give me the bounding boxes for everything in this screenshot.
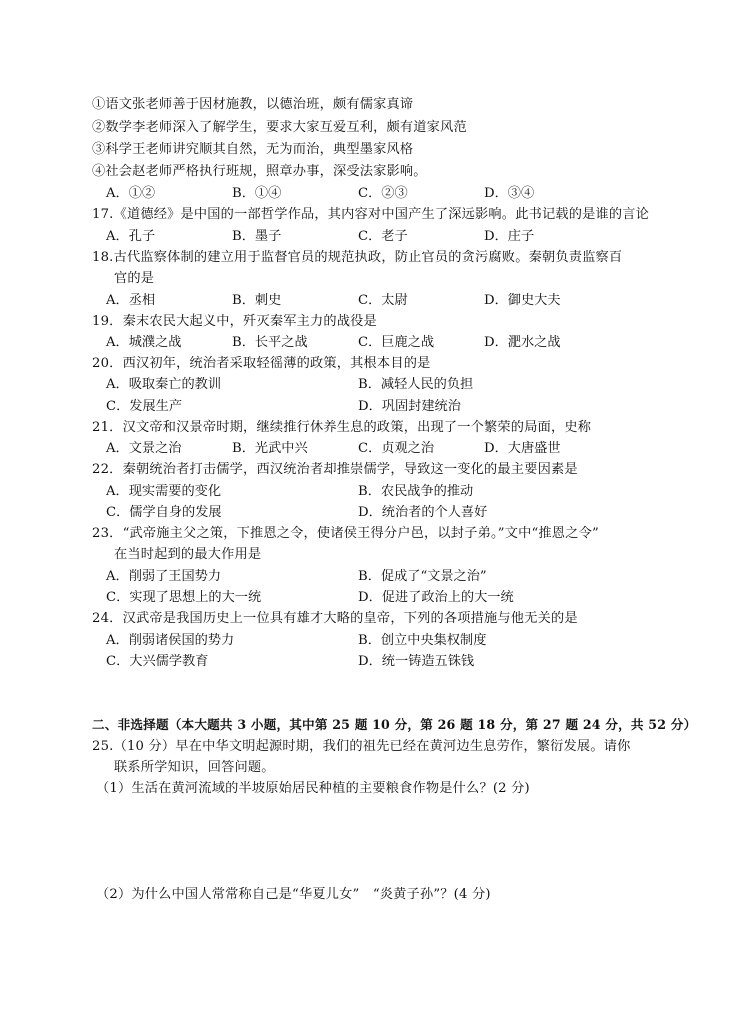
q24-option-c: C．大兴儒学教育 [106,654,209,669]
q20-option-b: B．减轻人民的负担 [358,377,474,392]
q25-stem-line1: 25.（10 分）早在中华文明起源时期，我们的祖先已经在黄河边生息劳作，繁衍发展。请你 [92,739,631,754]
q20-option-c: C．发展生产 [106,399,183,414]
q24-option-a: A．削弱诸侯国的势力 [106,633,235,648]
q17-option-b: B．墨子 [232,229,282,244]
q18-option-c: C．太尉 [358,293,408,308]
q19-option-d: D．淝水之战 [484,335,561,350]
q22-stem: 22．秦朝统治者打击儒学，西汉统治者却推崇儒学，导致这一变化的最主要因素是 [92,462,578,477]
statement-2: ②数学李老师深入了解学生，要求大家互爱互利，颇有道家风范 [92,120,467,135]
q23-option-a: A．削弱了王国势力 [106,569,222,584]
q20-option-d: D．巩固封建统治 [358,399,461,414]
statement-1: ①语文张老师善于因材施教，以德治班，颇有儒家真谛 [92,97,414,112]
q17-option-a: A．孔子 [106,229,156,244]
q17-option-d: D．庄子 [484,229,535,244]
q18-stem-line1: 18.古代监察体制的建立用于监督官员的规范执政，防止官员的贪污腐败。秦朝负责监察百 [92,250,623,265]
q23-stem-line2: 在当时起到的最大作用是 [114,547,262,562]
q25-sub-question-1: （1）生活在黄河流域的半坡原始居民种植的主要粮食作物是什么？(2 分) [96,781,530,796]
q22-option-d: D．统治者的个人喜好 [358,505,488,520]
q20-option-a: A．吸取秦亡的教训 [106,377,222,392]
q17-option-c: C．老子 [358,229,408,244]
q21-option-c: C．贞观之治 [358,441,435,456]
section-2-heading: 二、非选择题（本大题共 3 小题，其中第 25 题 10 分，第 26 题 18 分，第 27 题 24 分，共 52 分） [92,717,697,732]
q21-stem: 21．汉文帝和汉景帝时期，继续推行休养生息的政策，出现了一个繁荣的局面，史称 [92,420,592,435]
q16-option-b: B．①④ [232,186,282,201]
q19-option-b: B．长平之战 [232,335,308,350]
q17-stem: 17.《道德经》是中国的一部哲学作品，其内容对中国产生了深远影响。此书记载的是谁的言论 [92,207,650,222]
q18-option-a: A．丞相 [106,293,156,308]
q25-sub-question-2: （2）为什么中国人常常称自己是“华夏儿女” “炎黄子孙”？(4 分) [96,887,491,902]
q23-option-b: B．促成了“文景之治” [358,569,487,584]
q16-option-c: C．②③ [358,186,408,201]
q25-stem-line2: 联系所学知识，回答问题。 [114,760,275,775]
q18-option-d: D．御史大夫 [484,293,561,308]
q24-option-b: B．创立中央集权制度 [358,633,487,648]
q21-option-a: A．文景之治 [106,441,182,456]
q19-stem: 19．秦末农民大起义中，歼灭秦军主力的战役是 [92,314,377,329]
q23-stem-line1: 23．“武帝施主父之策，下推恩之令，使诸侯王得分户邑，以封子弟。”文中“推恩之令” [92,526,599,541]
q22-option-a: A．现实需要的变化 [106,484,222,499]
q18-stem-line2: 官的是 [114,271,155,286]
q24-stem: 24．汉武帝是我国历史上一位具有雄才大略的皇帝，下列的各项措施与他无关的是 [92,611,578,626]
q22-option-b: B．农民战争的推动 [358,484,474,499]
q22-option-c: C．儒学自身的发展 [106,505,222,520]
q19-option-a: A．城濮之战 [106,335,182,350]
q16-option-a: A．①② [106,186,156,201]
statement-4: ④社会赵老师严格执行班规，照章办事，深受法家影响。 [92,164,427,179]
q23-option-c: C．实现了思想上的大一统 [106,590,262,605]
q21-option-d: D．大唐盛世 [484,441,561,456]
q16-option-d: D．③④ [484,186,535,201]
q20-stem: 20．西汉初年，统治者采取轻徭薄的政策，其根本目的是 [92,356,431,371]
q23-option-d: D．促进了政治上的大一统 [358,590,514,605]
q21-option-b: B．光武中兴 [232,441,308,456]
q24-option-d: D．统一铸造五铢钱 [358,654,475,669]
statement-3: ③科学王老师讲究顺其自然，无为而治，典型墨家风格 [92,142,414,157]
q18-option-b: B．刺史 [232,293,282,308]
q19-option-c: C．巨鹿之战 [358,335,435,350]
